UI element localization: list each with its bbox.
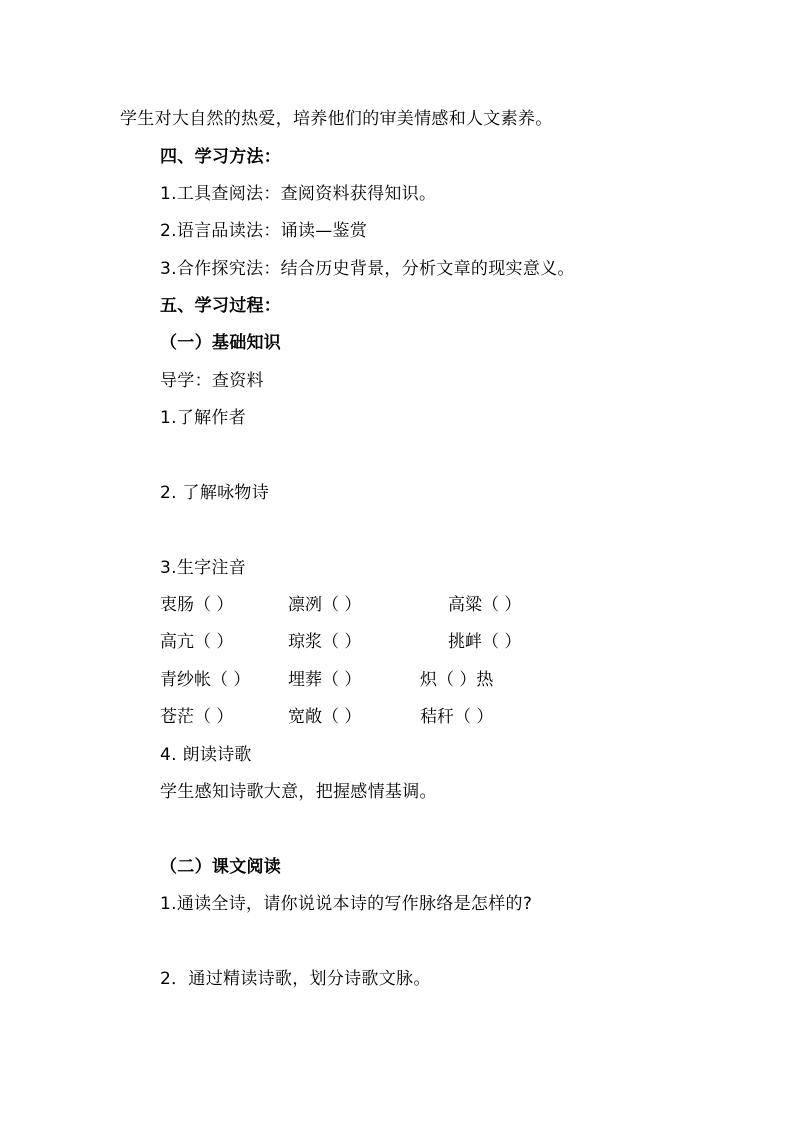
basics-item: 4. 朗读诗歌 [160,745,252,765]
vocab-entry: 衷肠（ ） [160,595,234,615]
method-item: 1.工具查阅法：查阅资料获得知识。 [160,184,437,204]
heading-learning-methods: 四、学习方法： [160,147,282,167]
reading-question: 1.通读全诗，请你说说本诗的写作脉络是怎样的? [160,894,533,914]
vocab-entry: 凛冽（ ） [288,595,362,615]
method-item: 2.语言品读法：诵读—鉴赏 [160,221,368,241]
heading-learning-process: 五、学习过程： [160,296,282,316]
subheading-reading: （二）课文阅读 [160,857,282,877]
subheading-basics: （一）基础知识 [160,333,282,353]
vocab-entry: 埋葬（ ） [288,670,362,690]
vocab-entry: 高亢（ ） [160,632,234,652]
vocab-entry: 高粱（ ） [448,595,522,615]
basics-item: 2. 了解咏物诗 [160,483,270,503]
method-item: 3.合作探究法：结合历史背景，分析文章的现实意义。 [160,259,575,279]
basics-item: 1.了解作者 [160,408,247,428]
vocab-entry: 秸秆（ ） [420,707,494,727]
perceive-line: 学生感知诗歌大意，把握感情基调。 [160,782,437,802]
vocab-entry: 挑衅（ ） [448,632,522,652]
guide-line: 导学：查资料 [160,371,264,391]
vocab-entry: 青纱帐（ ） [160,670,251,690]
basics-item: 3.生字注音 [160,558,247,578]
reading-question: 2．通过精读诗歌，划分诗歌文脉。 [160,969,431,989]
vocab-entry: 琼浆（ ） [288,632,362,652]
vocab-entry: 宽敞（ ） [288,707,362,727]
intro-line: 学生对大自然的热爱，培养他们的审美情感和人文素养。 [120,109,553,129]
vocab-entry: 炽（ ）热 [420,670,494,690]
vocab-entry: 苍茫（ ） [160,707,234,727]
